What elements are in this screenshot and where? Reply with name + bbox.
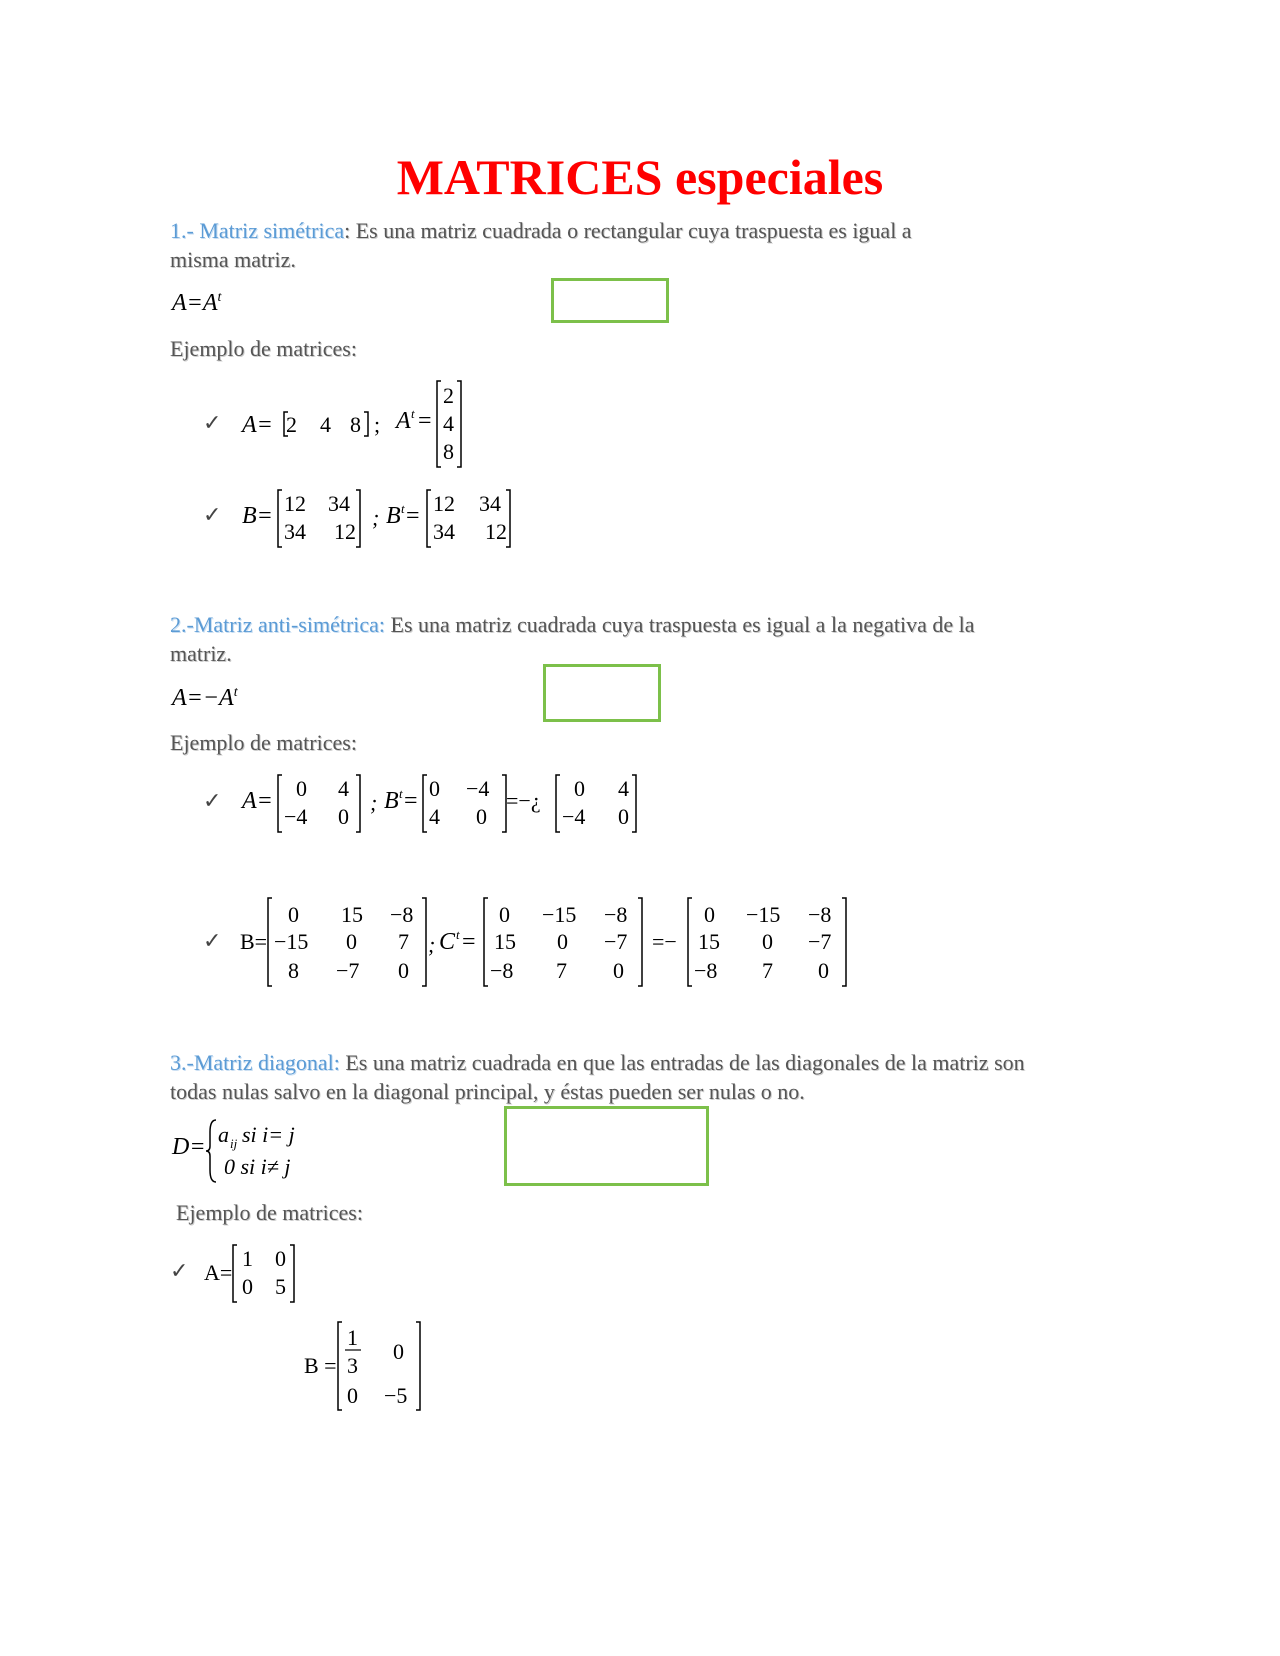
section3-paragraph <box>170 1048 1120 1106</box>
cell: 0 <box>347 1383 358 1408</box>
cell: 0 <box>476 804 487 829</box>
equals: = <box>404 788 418 814</box>
cell: 34 <box>284 519 306 544</box>
cell: 15 <box>341 902 363 927</box>
section2-example1 <box>238 770 648 840</box>
section1-text: : Es una matriz cuadrada o rectangular cuya traspuesta es igual a <box>344 218 912 243</box>
cell: 7 <box>556 958 567 983</box>
frac-den: 3 <box>347 1353 358 1378</box>
section3-exampleB <box>300 1316 440 1416</box>
cell: 0 <box>499 902 510 927</box>
cell: 7 <box>762 958 773 983</box>
bracket <box>484 898 488 986</box>
bracket <box>268 898 272 986</box>
cell: −8 <box>490 958 514 983</box>
section2-paragraph <box>170 610 1070 668</box>
section2-text2: matriz. <box>170 641 232 666</box>
equals: = <box>406 503 420 529</box>
cell: 15 <box>494 929 516 954</box>
answer-box-3[interactable] <box>504 1106 709 1186</box>
section3-heading: 3.-Matriz diagonal: <box>170 1050 340 1075</box>
bracket <box>427 490 431 547</box>
bracket <box>422 898 426 986</box>
section2-text: Es una matriz cuadrada cuya traspuesta es igual a la negativa de la <box>385 612 975 637</box>
bracket <box>278 490 282 547</box>
cell: 0 <box>557 929 568 954</box>
label-A: A= <box>242 412 273 438</box>
cell: −8 <box>390 902 414 927</box>
cell: −5 <box>384 1383 408 1408</box>
cell: −4 <box>284 804 308 829</box>
bracket <box>632 775 636 832</box>
cell: 12 <box>433 491 455 516</box>
section2-examples-label: Ejemplo de matrices: <box>170 730 357 755</box>
section1-examples-label: Ejemplo de matrices: <box>170 336 357 361</box>
cell: −8 <box>694 958 718 983</box>
cell: −15 <box>746 902 781 927</box>
semicolon: ; <box>370 790 378 815</box>
label-Bt: B <box>386 503 401 529</box>
case1-sub: ij <box>230 1136 238 1151</box>
equals: = <box>418 408 432 434</box>
cell: 34 <box>433 519 455 544</box>
label-Ct: C <box>439 929 456 955</box>
sup-t: t <box>411 406 415 421</box>
semicolon: ; <box>374 412 381 437</box>
bracket <box>416 1322 420 1410</box>
semicolon: ; <box>428 932 436 957</box>
sup-t: t <box>399 786 403 801</box>
cell: 7 <box>398 929 409 954</box>
cell: −4 <box>466 776 490 801</box>
bracket <box>556 775 560 832</box>
cell: 0 <box>393 1339 404 1364</box>
cell: 0 <box>288 902 299 927</box>
bracket <box>842 898 846 986</box>
cell: 0 <box>296 776 307 801</box>
cell: 0 <box>398 958 409 983</box>
cell: 2 <box>286 412 297 437</box>
cell: 12 <box>485 519 507 544</box>
cell: 0 <box>818 958 829 983</box>
cell: 4 <box>443 411 454 436</box>
cell: 8 <box>443 439 454 464</box>
section3-formula <box>170 1116 330 1186</box>
brace <box>206 1120 216 1182</box>
cell: 0 <box>762 929 773 954</box>
cell: −8 <box>808 902 832 927</box>
bracket <box>278 775 282 832</box>
bracket <box>457 381 461 467</box>
cell: 0 <box>574 776 585 801</box>
cell: 2 <box>443 383 454 408</box>
cell: 0 <box>275 1246 286 1271</box>
tail-text: =−¿ <box>506 788 541 813</box>
bracket <box>688 898 692 986</box>
check-icon: ✓ <box>203 788 222 813</box>
check-icon: ✓ <box>170 1258 189 1283</box>
answer-box-1[interactable] <box>551 278 669 323</box>
cell: −7 <box>604 929 628 954</box>
section3-exampleA <box>202 1240 312 1310</box>
cell: 12 <box>284 491 306 516</box>
cell: 15 <box>698 929 720 954</box>
frac-num: 1 <box>347 1325 358 1350</box>
label-B: B = <box>304 1353 337 1378</box>
formula-sup: t <box>233 685 238 700</box>
sup-t: t <box>401 501 405 516</box>
cell: 0 <box>346 929 357 954</box>
label-B: B= <box>240 929 268 954</box>
equals-minus: =− <box>652 929 677 954</box>
check-icon: ✓ <box>203 502 222 527</box>
cell: 0 <box>338 804 349 829</box>
label-A: A= <box>204 1260 233 1285</box>
cell: −7 <box>808 929 832 954</box>
section1-example1 <box>238 375 478 475</box>
sup-t: t <box>456 927 460 942</box>
section2-heading: 2.-Matriz anti-simétrica: <box>170 612 386 637</box>
formula-text: A=−A <box>172 685 234 711</box>
bracket <box>356 775 360 832</box>
label-At: A <box>396 408 411 434</box>
label-A: A= <box>242 788 273 814</box>
bracket <box>338 1322 342 1410</box>
cell: 4 <box>320 412 331 437</box>
cell: −4 <box>562 804 586 829</box>
section3-examples-label: Ejemplo de matrices: <box>176 1200 363 1225</box>
cell: −15 <box>274 929 309 954</box>
label-B: B= <box>242 503 273 529</box>
answer-box-2[interactable] <box>543 664 661 722</box>
cell: 8 <box>350 412 361 437</box>
case1: a <box>218 1122 229 1147</box>
bracket <box>290 1245 294 1302</box>
cell: 34 <box>328 491 350 516</box>
cell: −15 <box>542 902 577 927</box>
section1-text2: misma matriz. <box>170 247 296 272</box>
cell: 4 <box>338 776 349 801</box>
formula-sup: t <box>217 290 222 305</box>
bracket <box>638 898 642 986</box>
check-icon: ✓ <box>203 410 222 435</box>
page-title: MATRICES especiales <box>396 149 884 205</box>
cell: 0 <box>618 804 629 829</box>
equals: = <box>462 929 476 955</box>
cell: 4 <box>618 776 629 801</box>
cell: 1 <box>242 1246 253 1271</box>
section1-paragraph <box>170 216 1070 274</box>
bracket <box>356 490 360 547</box>
label-Bt: B <box>384 788 399 814</box>
cell: 8 <box>288 958 299 983</box>
bracket <box>364 412 368 436</box>
cell: −7 <box>336 958 360 983</box>
cell: 0 <box>242 1274 253 1299</box>
section3-text2: todas nulas salvo en la diagonal principal, y éstas pueden ser nulas o no. <box>170 1079 805 1104</box>
cell: −8 <box>604 902 628 927</box>
case2: 0 si i≠ j <box>224 1154 291 1179</box>
section2-example2 <box>238 892 898 992</box>
cell: 0 <box>429 776 440 801</box>
section1-formula <box>172 290 221 317</box>
section3-text: Es una matriz cuadrada en que las entradas de las diagonales de la matriz son <box>339 1050 1025 1075</box>
cell: 5 <box>275 1274 286 1299</box>
section1-heading: 1.- Matriz simétrica <box>170 218 345 243</box>
section2-formula <box>172 685 238 712</box>
bracket <box>233 1245 237 1302</box>
cell: 12 <box>334 519 356 544</box>
check-icon: ✓ <box>203 928 222 953</box>
cell: 0 <box>704 902 715 927</box>
cell: 0 <box>613 958 624 983</box>
bracket <box>423 775 427 832</box>
formula-lhs: D= <box>172 1134 206 1160</box>
bracket <box>437 381 441 467</box>
case1-rest: si i= j <box>242 1122 295 1147</box>
cell: 34 <box>479 491 501 516</box>
semicolon: ; <box>372 505 380 530</box>
formula-text: A=A <box>172 290 218 316</box>
cell: 4 <box>429 804 440 829</box>
section1-example2 <box>238 485 528 555</box>
